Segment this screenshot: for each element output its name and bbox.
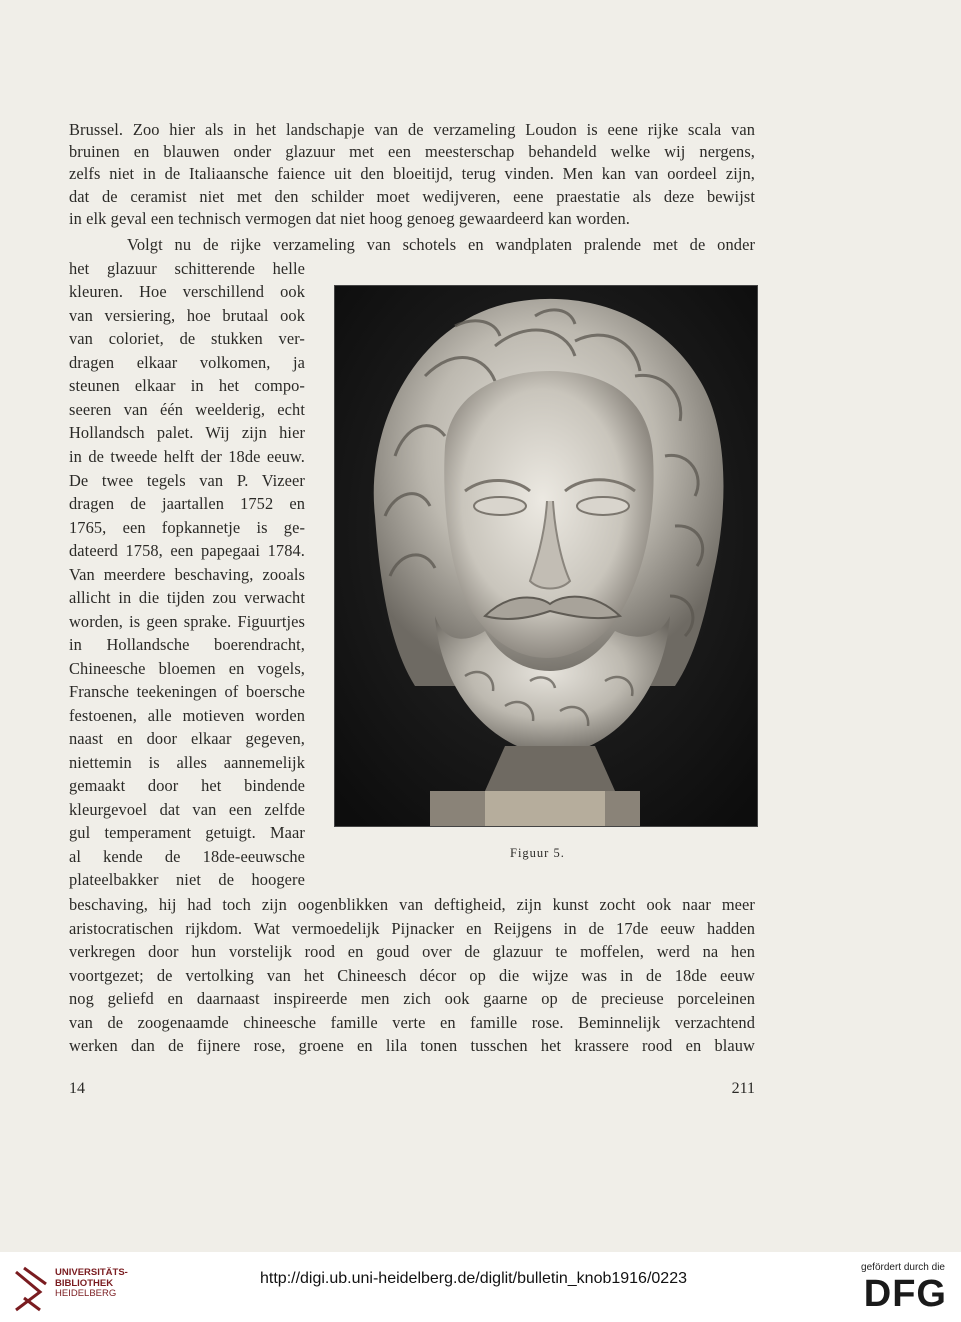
text-line: nog geliefd en daarnaast inspireerde men zich ook gaarne op de precieuse porceleinen <box>69 989 755 1008</box>
text-line: aristocratischen rijkdom. Wat vermoedelijk Pijnacker en Reijgens in de 17de eeuw hadden <box>69 919 755 938</box>
text-line: van versiering, hoe brutaal ook <box>69 306 305 325</box>
text-line: al kende de 18de-eeuwsche <box>69 847 305 866</box>
text-line: kleuren. Hoe verschillend ook <box>69 282 305 301</box>
text-line: in Hollandsche boerendracht, <box>69 635 305 654</box>
text-line: van coloriet, de stukken ver- <box>69 329 305 348</box>
text-line: dragen elkaar volkomen, ja <box>69 353 305 372</box>
figure-photo <box>334 285 758 827</box>
text-line: plateelbakker niet de hoogere <box>69 870 305 889</box>
text-line: dateerd 1758, een papegaai 1784. <box>69 541 305 560</box>
footer-bar <box>0 1252 961 1322</box>
text-line: steunen elkaar in het compo- <box>69 376 305 395</box>
university-library-logo-icon <box>10 1262 50 1312</box>
sponsor-label: gefördert durch die <box>861 1262 945 1273</box>
text-line: dat de ceramist niet met den schilder moet wedijveren, eene praestatie als deze bewijst <box>69 187 755 206</box>
text-line: allicht in die tijden zou verwacht <box>69 588 305 607</box>
source-url-link[interactable]: http://digi.ub.uni-heidelberg.de/diglit/bulletin_knob1916/0223 <box>260 1270 687 1287</box>
text-line: niettemin is alles aannemelijk <box>69 753 305 772</box>
text-line: naast en door elkaar gegeven, <box>69 729 305 748</box>
text-line: festoenen, alle motieven worden <box>69 706 305 725</box>
text-line: het glazuur schitterende helle <box>69 259 305 278</box>
text-line: voortgezet; de vertolking van het Chineesch décor op die wijze was in de 18de eeuw <box>69 966 755 985</box>
text-line: worden, is geen sprake. Figuurtjes <box>69 612 305 631</box>
text-line: Hollandsch palet. Wij zijn hier <box>69 423 305 442</box>
text-line: seeren van één weelderig, echt <box>69 400 305 419</box>
text-line: 1765, een fopkannetje is ge- <box>69 518 305 537</box>
text-line: kleurgevoel dat van een zelfde <box>69 800 305 819</box>
text-line: van de zoogenaamde chineesche famille verte en famille rose. Beminnelijk verzachtend <box>69 1013 755 1032</box>
text-line: gul temperament getuigt. Maar <box>69 823 305 842</box>
text-line: Van meerdere beschaving, zooals <box>69 565 305 584</box>
text-line: Chineesche bloemen en vogels, <box>69 659 305 678</box>
text-line: Brussel. Zoo hier als in het landschapje van de verzameling Loudon is eene rijke scala van <box>69 120 755 139</box>
page-number-right: 211 <box>731 1080 755 1097</box>
text-line: werken dan de fijnere rose, groene en lila tonen tusschen het krassere rood en blauw <box>69 1036 755 1055</box>
text-line: in elk geval een technisch vermogen dat niet hoog genoeg gewaardeerd kan worden. <box>69 209 630 228</box>
figure-caption: Figuur 5. <box>510 846 565 860</box>
page-number-left: 14 <box>69 1080 85 1097</box>
text-line: Fransche teekeningen of boersche <box>69 682 305 701</box>
text-line: gemaakt door het bindende <box>69 776 305 795</box>
text-line: zelfs niet in de Italiaansche faience uit den bloeitijd, terug vinden. Men kan van oordeel zijn, <box>69 164 755 183</box>
library-line-2: BIBLIOTHEK <box>55 1277 114 1289</box>
text-line: dragen de jaartallen 1752 en <box>69 494 305 513</box>
text-line: verkregen door hun vorstelijk rood en goud over de glazuur te moffelen, werd na hen <box>69 942 755 961</box>
text-line: De twee tegels van P. Vizeer <box>69 471 305 490</box>
dfg-logo: DFG <box>863 1273 947 1315</box>
text-line: beschaving, hij had toch zijn oogenblikken van deftigheid, zijn kunst zocht ook naar meer <box>69 895 755 914</box>
library-line-3: HEIDELBERG <box>55 1288 117 1299</box>
text-line: in de tweede helft der 18de eeuw. <box>69 447 305 466</box>
sculpted-head-image <box>335 286 757 826</box>
text-line: bruinen en blauwen onder glazuur met een meesterschap behandeld welke wij nergens, <box>69 142 755 161</box>
text-line: Volgt nu de rijke verzameling van schotels en wandplaten pralende met de onder <box>127 235 755 254</box>
university-library-name <box>55 1268 128 1300</box>
library-line-1: UNIVERSITÄTS- <box>55 1267 128 1278</box>
